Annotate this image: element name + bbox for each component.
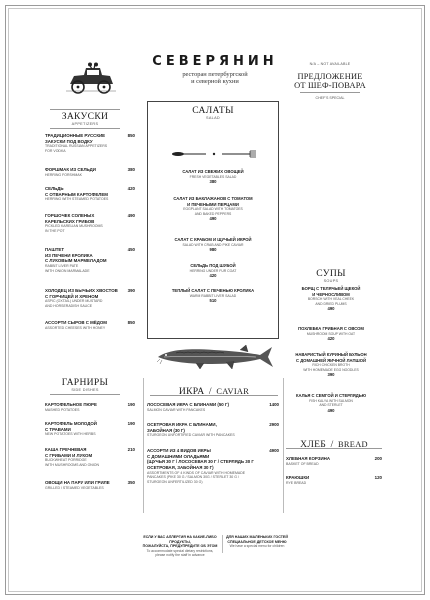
item-price: 120 [374, 475, 382, 480]
menu-item: КАША ГРЕЧНЕВАЯ С ГРИБАМИ И ЛУКОМ BUCKWHEAT PORRIDGE WITH MUSHROOMS AND ONION 210 [45, 447, 135, 467]
divider [283, 378, 284, 513]
menu-item: ПОХЛЕБКА ГРИБНАЯ С ОВСОМ MUSHROOM SOUP WITH OAT 420 [286, 326, 376, 343]
item-price: 420 [127, 186, 135, 191]
menu-item: БОРЩ С ТЕЛЯЧЬЕЙ ЩЕКОЙ И ЧЕРНОСЛИВОМ BORSCH WITH VEAL CHEEK AND DRIED PLUMS 490 [286, 286, 376, 313]
not-available-note: N/A – NOT AVAILABLE [309, 62, 351, 66]
side-dishes-title: ГАРНИРЫ [61, 377, 109, 388]
item-price: 420 [209, 273, 217, 279]
vintage-car-icon [64, 62, 118, 96]
bread-title: ХЛЕБ / BREAD [300, 439, 368, 450]
divider [50, 394, 120, 395]
cutlery-icon [170, 149, 258, 159]
menu-item: ТРАДИЦИОННЫЕ РУССКИЕ ЗАКУСКИ ПОД ВОДКУ TRADITIONAL RUSSIAN APPETIZERS FOR VODKA 850 [45, 133, 135, 153]
menu-item: КАРТОФЕЛЬНОЕ ПЮРЕ MASHED POTATOES 190 [45, 402, 135, 412]
item-price: 1400 [269, 402, 279, 407]
divider [150, 395, 278, 396]
caviar-title: ИКРА / CAVIAR [178, 386, 250, 397]
appetizers-title: ЗАКУСКИ [61, 111, 109, 122]
menu-item: САЛАТ С КРАБОМ И ЩУЧЬЕЙ ИКРОЙ SALAD WITH CRAB AND PIKE CAVIAR 980 [150, 237, 276, 254]
menu-item: КАРТОФЕЛЬ МОЛОДОЙ С ТРАВАМИ NEW POTATOES WITH HERBS 190 [45, 421, 135, 437]
menu-item: САЛАТ ИЗ СВЕЖИХ ОВОЩЕЙ FRESH VEGETABLES SALAD 380 [150, 169, 276, 186]
item-price: 490 [327, 407, 335, 413]
item-price: 510 [209, 298, 217, 304]
kids-menu-note: ДЛЯ НАШИХ МАЛЕНЬКИХ ГОСТЕЙ СПЕЦИАЛЬНОЕ ДЕТСКОЕ МЕНЮ We have a special menu for children [226, 535, 288, 549]
item-price: 380 [127, 167, 135, 172]
item-price: 980 [209, 247, 217, 253]
menu-item: НАВАРИСТЫЙ КУРИНЫЙ БУЛЬОН С ДОМАШНЕЙ ЯИЧНОЙ ЛАПШОЙ RICH CHICKEN BROTH WITH HOMEMADE EGG NOODLES 390 [286, 352, 376, 379]
item-price: 390 [127, 288, 135, 293]
restaurant-tagline: ресторан петербургской и северной кухни [182, 71, 248, 86]
item-price: 450 [127, 247, 135, 252]
item-price: 2900 [269, 422, 279, 427]
divider [300, 92, 360, 93]
divider [222, 535, 223, 553]
menu-item: САЛАТ ИЗ БАКЛАЖАНОВ С ТОМАТОМ И ПЕЧЕНЫМИ ПЕРЦАМИ EGGPLANT SALAD WITH TOMATOES AND BAKED PEPPERS 490 [150, 196, 276, 223]
chef-special-subtitle: CHEF'S SPECIAL [315, 96, 345, 100]
menu-item: ОВОЩИ НА ПАРУ ИЛИ ГРИЛЕ GRILLED / STEAMED VEGETABLES 350 [45, 480, 135, 490]
menu-item: ФОРШМАК ИЗ СЕЛЬДИ HERRING FORSHMAK 380 [45, 167, 135, 177]
salads-title: САЛАТЫ [192, 105, 234, 116]
divider [50, 109, 120, 110]
menu-item: ГОРШОЧЕК СОЛЕНЫХ КАРЕЛЬСКИХ ГРИБОВ PICKLED KARELIAN MUSHROOMS IN THE POT 490 [45, 213, 135, 233]
salads-subtitle: SALAD [206, 116, 220, 120]
menu-item: ЛОСОСЕВАЯ ИКРА С БЛИНАМИ (50 Г) SALMON CAVIAR WITH PANCAKES 1400 [147, 402, 279, 412]
menu-item: ПАШТЕТ ИЗ ПЕЧЕНИ КРОЛИКА С ЛУКОВЫМ МАРМЕЛАДОМ RABBIT LIVER PATE WITH ONION MARMALADE 450 [45, 247, 135, 273]
item-price: 850 [127, 133, 135, 138]
item-price: 4900 [269, 448, 279, 453]
side-dishes-subtitle: SIDE DISHES [71, 388, 99, 392]
menu-item: АССОРТИ ИЗ 4 ВИДОВ ИКРЫ С ДОМАШНИМИ ОЛАДЬЯМИ (ЩУЧЬЯ 30 Г / ЛОСОСЕВАЯ 30 Г / СТЕРЛЯДЬ 30 Г ОСЕТРОВАЯ, ЗАБОЙНАЯ 30 Г) ASSORTMENTS OF 4 KINDS OF CAVIAR WITH HOMEMADE PANCAKES (PIKE 30 G / SALMON 30G / STERLET 30 G / STURGEON UNFERTILIZED 30 G) 4900 [147, 448, 279, 484]
menu-item: СЕЛЬДЬ ПОД ШУБОЙ HERRING UNDER FUR COAT 420 [150, 263, 276, 280]
menu-item: СЕЛЬДЬ С ОТВАРНЫМ КАРТОФЕЛЕМ HERRING WITH STEAMED POTATOES 420 [45, 186, 135, 202]
item-price: 190 [127, 402, 135, 407]
item-price: 490 [127, 213, 135, 218]
restaurant-name: СЕВЕРЯНИН [152, 54, 278, 69]
item-price: 210 [127, 447, 135, 452]
menu-item: АССОРТИ СЫРОВ С МЁДОМ ASSORTED CHEESES WITH HONEY 850 [45, 320, 135, 330]
soups-subtitle: SOUPS [323, 279, 339, 283]
allergy-note: ЕСЛИ У ВАС АЛЛЕРГИЯ НА КАКИЕ-ЛИБО ПРОДУКТЫ, ПОЖАЛУЙСТА, ПРЕДУПРЕДИТЕ ОБ ЭТОМ To accommodate special dietary restrictions, please notify the staff in advance [142, 535, 218, 558]
item-price: 200 [374, 456, 382, 461]
sturgeon-fish-icon [156, 342, 274, 372]
menu-item: КРАЮШКИ RYE BREAD 120 [286, 475, 382, 485]
menu-item: КАЛЬЯ С СЕМГОЙ И СТЕРЛЯДЬЮ FISH KALYA WITH SALMON AND STERLET 490 [286, 393, 376, 414]
item-price: 190 [127, 421, 135, 426]
menu-item: ТЕПЛЫЙ САЛАТ С ПЕЧЕНЬЮ КРОЛИКА WARM RABBIT LIVER SALAD 510 [150, 288, 276, 305]
item-price: 420 [327, 336, 335, 342]
divider [286, 448, 382, 449]
item-price: 850 [127, 320, 135, 325]
appetizers-subtitle: APPETIZERS [71, 122, 99, 126]
menu-item: ОСЕТРОВАЯ ИКРА С БЛИНАМИ, ЗАБОЙНАЯ (30 Г) STURGEON UNFORTIFIED CAVIAR WITH PANCAKES 2900 [147, 422, 279, 438]
soups-title: СУПЫ [316, 268, 346, 279]
item-price: 350 [127, 480, 135, 485]
item-price: 490 [209, 216, 217, 222]
item-price: 380 [209, 179, 217, 185]
menu-item: ХОЛОДЕЦ ИЗ БЫЧЬИХ ХВОСТОВ С ГОРЧИЦЕЙ И ХРЕНОМ ASPIC (OXTAIL) UNDER MUSTARD AND HORSERADISH SAUCE 390 [45, 288, 135, 308]
divider [50, 128, 120, 129]
chef-special-title: ПРЕДЛОЖЕНИЕ ОТ ШЕФ-ПОВАРА [294, 72, 366, 91]
menu-item: ХЛЕБНАЯ КОРЗИНА BASKET OF BREAD 200 [286, 456, 382, 466]
item-price: 490 [327, 306, 335, 312]
divider [143, 378, 144, 513]
item-price: 390 [327, 372, 335, 378]
